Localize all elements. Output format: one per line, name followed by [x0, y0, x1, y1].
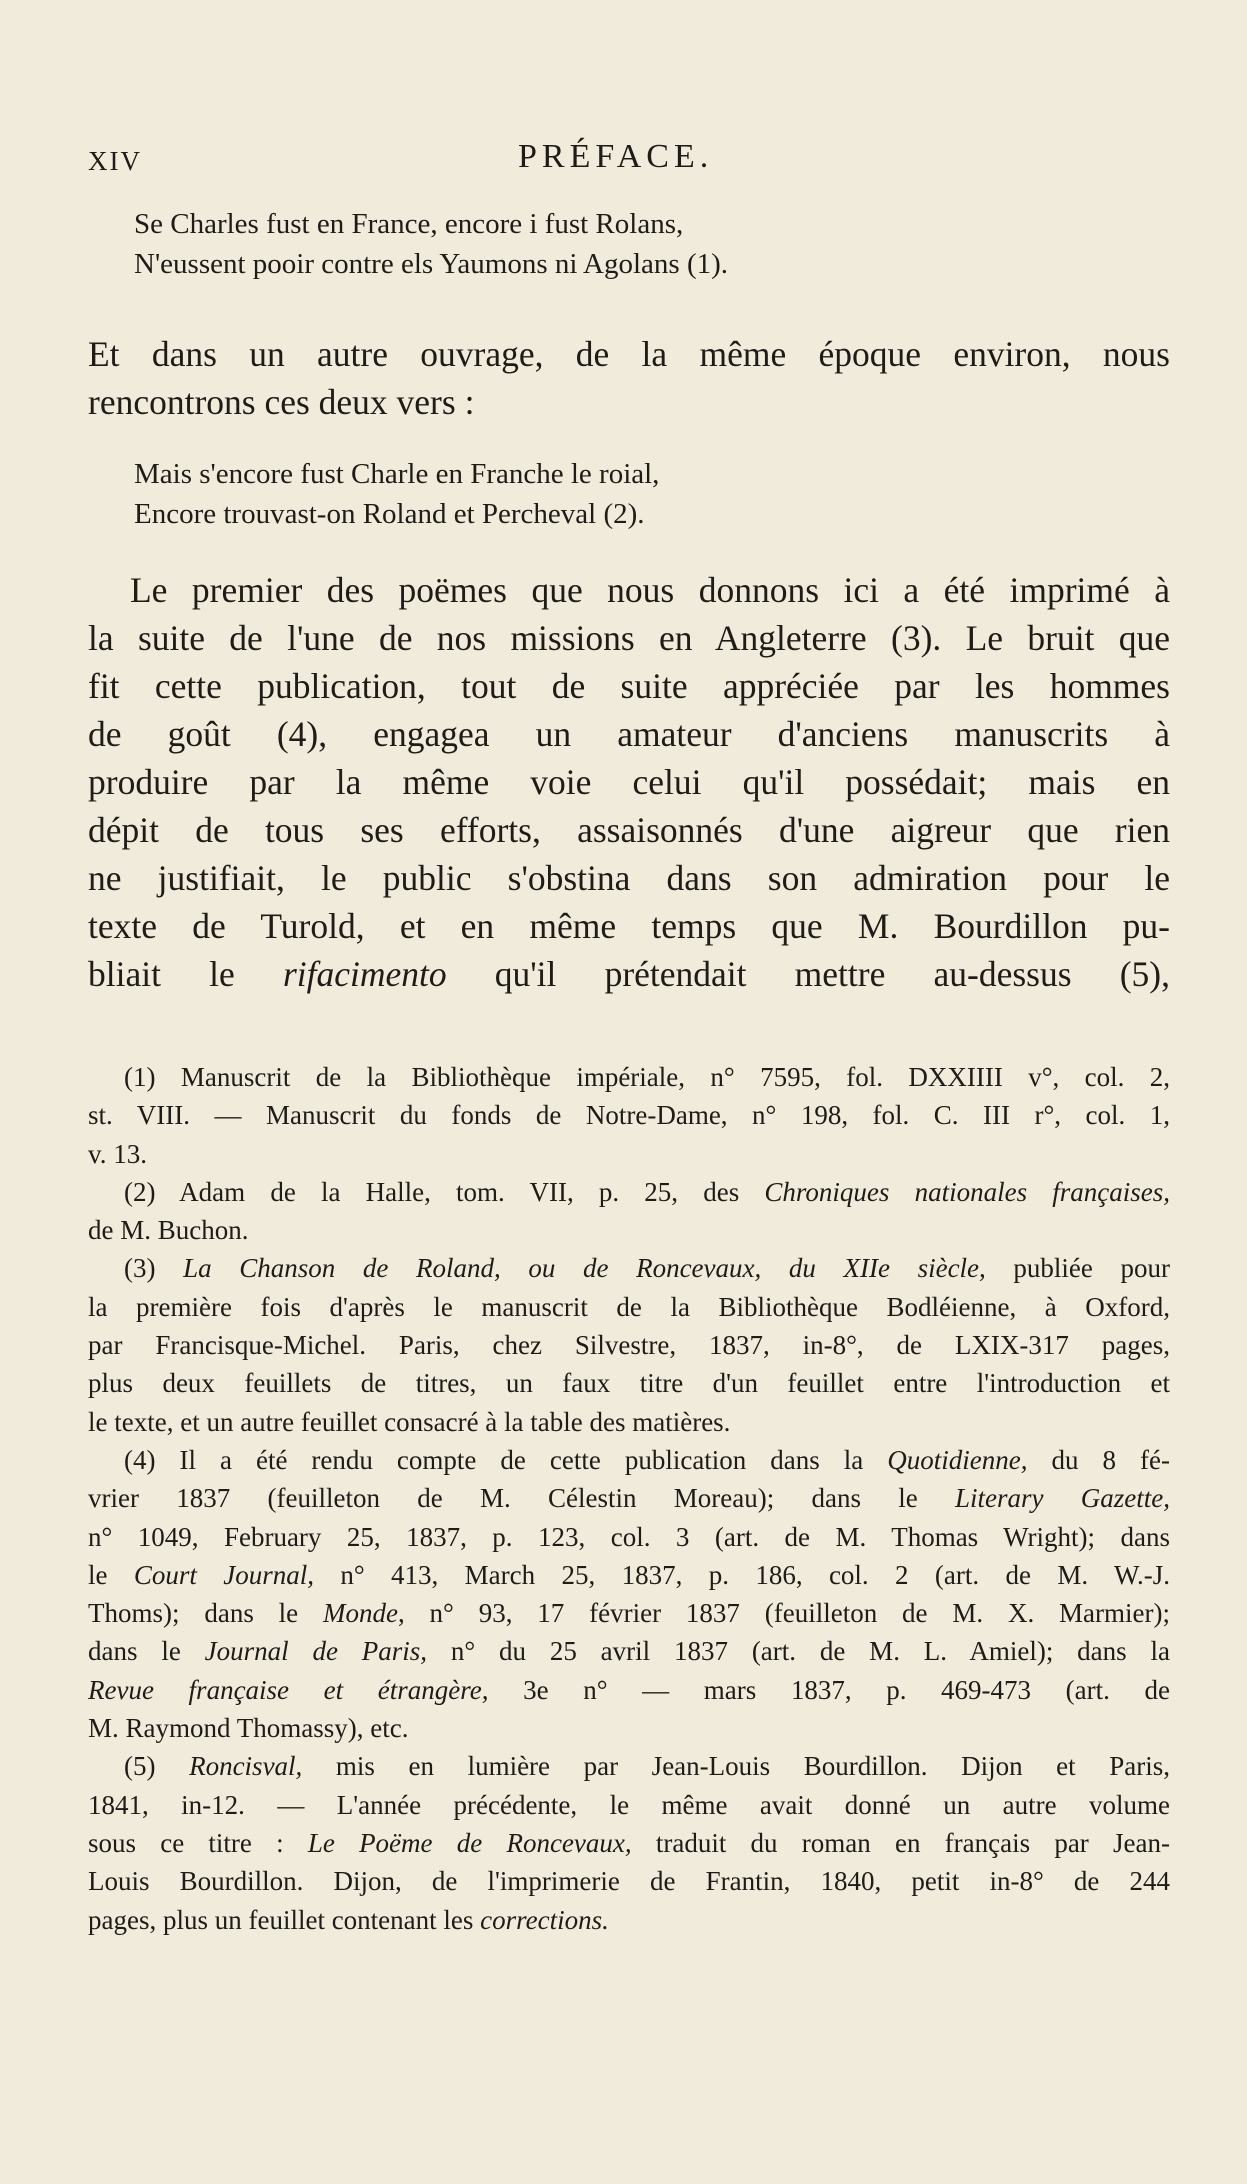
footnote-line: le texte, et un autre feuillet consacré à la table des matières.	[88, 1406, 731, 1437]
text-line: de goût (4), engagea un amateur d'anciens manuscrits à	[88, 714, 1170, 754]
text-line: ne justifiait, le public s'obstina dans son admiration pour le	[88, 858, 1170, 898]
footnote-line: (5) Roncisval, mis en lumière par Jean-Louis Bourdillon. Dijon et Paris,	[124, 1751, 1170, 1782]
text-line: Le premier des poëmes que nous donnons ici a été imprimé à	[130, 570, 1170, 610]
footnote-4	[88, 1441, 1170, 1747]
footnote-line: M. Raymond Thomassy), etc.	[88, 1713, 409, 1744]
footnote-1	[88, 1058, 1170, 1173]
footnote-line: par Francisque-Michel. Paris, chez Silvestre, 1837, in-8°, de LXIX-317 pages,	[88, 1330, 1170, 1361]
footnote-line: (3) La Chanson de Roland, ou de Roncevaux, du XIIe siècle, publiée pour	[124, 1253, 1171, 1284]
text-line: Et dans un autre ouvrage, de la même époque environ, nous	[88, 334, 1170, 374]
footnotes	[88, 1058, 1170, 1939]
text-line: bliait le rifacimento qu'il prétendait mettre au-dessus (5),	[88, 954, 1170, 994]
text-line: fit cette publication, tout de suite appréciée par les hommes	[88, 666, 1170, 706]
footnote-line: Revue française et étrangère, 3e n° — mars 1837, p. 469-473 (art. de	[88, 1674, 1170, 1705]
verse-quotation-1	[134, 204, 728, 284]
paragraph-1	[88, 330, 1170, 426]
footnote-line: de M. Buchon.	[88, 1215, 249, 1246]
text-line: produire par la même voie celui qu'il possédait; mais en	[88, 762, 1170, 802]
footnote-line: Louis Bourdillon. Dijon, de l'imprimerie de Frantin, 1840, petit in-8° de 244	[88, 1866, 1170, 1897]
footnote-line: vrier 1837 (feuilleton de M. Célestin Moreau); dans le Literary Gazette,	[88, 1483, 1170, 1514]
footnote-line: v. 13.	[88, 1138, 147, 1169]
footnote-2	[88, 1173, 1170, 1250]
footnote-line: n° 1049, February 25, 1837, p. 123, col. 3 (art. de M. Thomas Wright); dans	[88, 1521, 1170, 1552]
italic-term: rifacimento	[282, 954, 447, 994]
footnote-line: Thoms); dans le Monde, n° 93, 17 février 1837 (feuilleton de M. X. Marmier);	[88, 1598, 1170, 1629]
paragraph-2	[88, 566, 1170, 998]
running-title: PRÉFACE.	[518, 138, 714, 175]
verse-quotation-2	[134, 454, 659, 534]
text-line: dépit de tous ses efforts, assaisonnés d'une aigreur que rien	[88, 810, 1170, 850]
footnote-line: (1) Manuscrit de la Bibliothèque impériale, n° 7595, fol. DXXIIII v°, col. 2,	[124, 1062, 1170, 1092]
footnote-line: (4) Il a été rendu compte de cette publication dans la Quotidienne, du 8 fé-	[124, 1444, 1171, 1475]
footnote-line: pages, plus un feuillet contenant les corrections.	[88, 1904, 609, 1935]
verse-line: N'eussent pooir contre els Yaumons ni Agolans (1).	[134, 248, 729, 280]
verse-line: Encore trouvast-on Roland et Percheval (2).	[134, 498, 645, 530]
footnote-3	[88, 1249, 1170, 1440]
footnote-line: la première fois d'après le manuscrit de la Bibliothèque Bodléienne, à Oxford,	[88, 1291, 1170, 1322]
text-line: texte de Turold, et en même temps que M. Bourdillon pu-	[88, 906, 1170, 946]
footnote-line: sous ce titre : Le Poëme de Roncevaux, traduit du roman en français par Jean-	[88, 1827, 1170, 1858]
footnote-line: dans le Journal de Paris, n° du 25 avril 1837 (art. de M. L. Amiel); dans la	[88, 1636, 1170, 1667]
footnote-line: 1841, in-12. — L'année précédente, le même avait donné un autre volume	[88, 1789, 1170, 1820]
footnote-line: (2) Adam de la Halle, tom. VII, p. 25, des Chroniques nationales françaises,	[124, 1176, 1171, 1207]
text-line: rencontrons ces deux vers :	[88, 382, 475, 422]
text-line: la suite de l'une de nos missions en Angleterre (3). Le bruit que	[88, 618, 1170, 658]
page-number: XIV	[88, 146, 142, 176]
footnote-5	[88, 1747, 1170, 1938]
verse-line: Mais s'encore fust Charle en Franche le roial,	[134, 458, 660, 490]
footnote-line: le Court Journal, n° 413, March 25, 1837, p. 186, col. 2 (art. de M. W.-J.	[88, 1559, 1170, 1590]
verse-line: Se Charles fust en France, encore i fust Rolans,	[134, 208, 684, 240]
footnote-line: st. VIII. — Manuscrit du fonds de Notre-Dame, n° 198, fol. C. III r°, col. 1,	[88, 1100, 1170, 1131]
page-header	[88, 138, 1168, 186]
footnote-line: plus deux feuillets de titres, un faux titre d'un feuillet entre l'introduction et	[88, 1368, 1170, 1399]
